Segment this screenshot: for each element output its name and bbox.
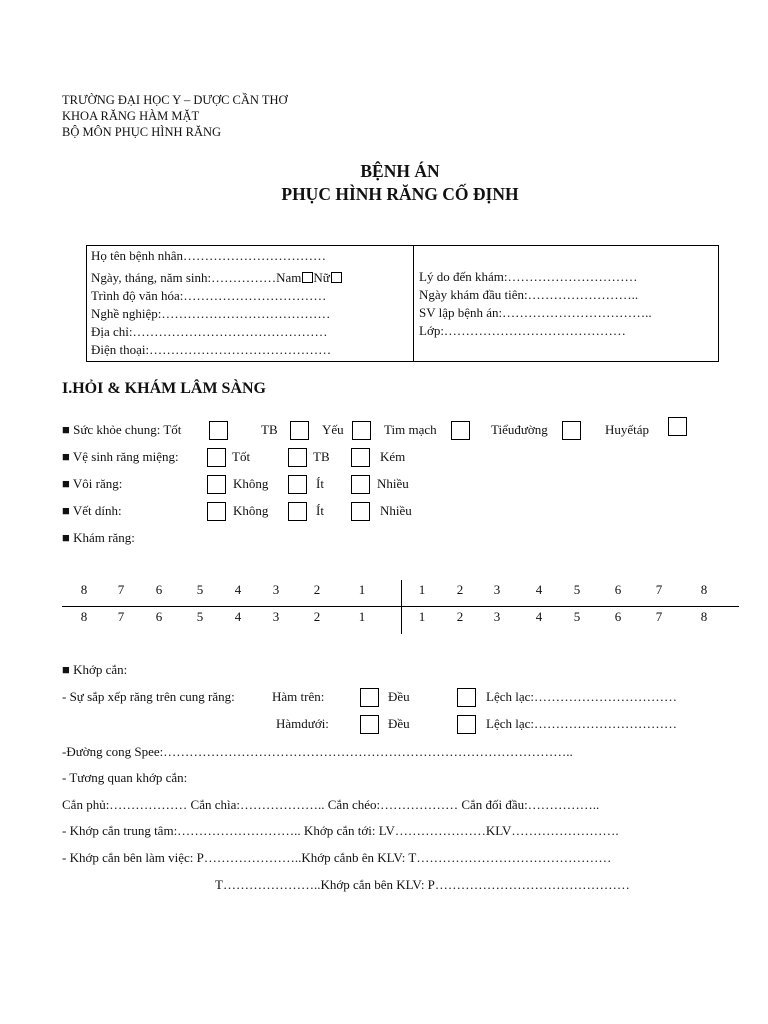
stains-much-label: Nhiều — [380, 503, 412, 518]
lower-jaw-label: Hàmdưới: — [276, 716, 329, 731]
tooth-lower-right-1[interactable]: 1 — [418, 609, 426, 624]
patient-name-field[interactable]: Họ tên bệnh nhân…………………………… — [91, 248, 327, 263]
document-subtitle: PHỤC HÌNH RĂNG CỐ ĐỊNH — [281, 184, 519, 204]
blood-pressure-label: Huyếtáp — [605, 422, 650, 437]
tooth-upper-left-3[interactable]: 3 — [272, 582, 280, 597]
hygiene-poor-label: Kém — [380, 449, 406, 464]
teeth-exam-label: ■ Khám răng: — [62, 530, 135, 545]
occlusion-label: ■ Khớp cắn: — [62, 662, 128, 677]
phone-field[interactable]: Điện thoại:…………………………………… — [91, 342, 332, 357]
occlusion-relation-label: - Tương quan khớp cắn: — [62, 770, 188, 785]
tooth-lower-right-5[interactable]: 5 — [573, 609, 581, 624]
tooth-upper-right-2[interactable]: 2 — [456, 582, 464, 597]
tooth-upper-left-4[interactable]: 4 — [234, 582, 242, 597]
tartar-little-checkbox[interactable] — [288, 475, 307, 494]
tooth-lower-right-6[interactable]: 6 — [614, 609, 622, 624]
tooth-upper-left-7[interactable]: 7 — [117, 582, 125, 597]
first-visit-field[interactable]: Ngày khám đầu tiên:…………………….. — [419, 287, 639, 302]
tartar-little-label: Ít — [316, 476, 324, 491]
dob-label: Ngày, tháng, năm sinh:……………Nam — [91, 270, 302, 285]
health-weak-label: Yếu — [322, 422, 344, 437]
tooth-lower-left-1[interactable]: 1 — [358, 609, 366, 624]
hygiene-good-checkbox[interactable] — [207, 448, 226, 467]
male-checkbox[interactable] — [302, 272, 313, 283]
job-field[interactable]: Nghề nghiệp:………………………………… — [91, 306, 331, 321]
tartar-none-label: Không — [233, 476, 269, 491]
upper-crowded-field[interactable]: Lệch lạc:…………………………… — [486, 689, 677, 704]
health-weak-checkbox[interactable] — [352, 421, 371, 440]
centric-occlusion-field[interactable]: - Khớp cắn trung tâm:……………………….. Khớp cắn tới: LV…………………KLV……………………. — [62, 823, 619, 838]
female-checkbox[interactable] — [331, 272, 342, 283]
arrangement-label: - Sự sắp xếp răng trên cung răng: — [62, 689, 235, 704]
upper-even-label: Đều — [388, 689, 410, 704]
tooth-lower-right-8[interactable]: 8 — [700, 609, 708, 624]
dob-field[interactable] — [91, 271, 342, 284]
tooth-lower-left-7[interactable]: 7 — [117, 609, 125, 624]
general-health-label: ■ Sức khỏe chung: Tốt — [62, 422, 182, 437]
lower-even-label: Đều — [388, 716, 410, 731]
tooth-upper-right-8[interactable]: 8 — [700, 582, 708, 597]
faculty-name: KHOA RĂNG HÀM MẶT — [62, 109, 200, 123]
tooth-lower-right-4[interactable]: 4 — [535, 609, 543, 624]
class-field[interactable]: Lớp:…………………………………… — [419, 323, 626, 338]
tooth-lower-right-2[interactable]: 2 — [456, 609, 464, 624]
tartar-much-label: Nhiều — [377, 476, 409, 491]
tooth-lower-left-3[interactable]: 3 — [272, 609, 280, 624]
tooth-upper-right-4[interactable]: 4 — [535, 582, 543, 597]
tooth-lower-right-3[interactable]: 3 — [493, 609, 501, 624]
info-divider — [413, 246, 414, 361]
section-title: I.HỎI & KHÁM LÂM SÀNG — [62, 380, 266, 397]
tooth-lower-left-4[interactable]: 4 — [234, 609, 242, 624]
lower-crowded-field[interactable]: Lệch lạc:…………………………… — [486, 716, 677, 731]
education-field[interactable]: Trình độ văn hóa:…………………………… — [91, 288, 327, 303]
tooth-lower-left-6[interactable]: 6 — [155, 609, 163, 624]
health-tb-checkbox[interactable] — [290, 421, 309, 440]
hygiene-good-label: Tốt — [232, 449, 251, 464]
lower-even-checkbox[interactable] — [360, 715, 379, 734]
diabetes-checkbox[interactable] — [562, 421, 581, 440]
upper-crowded-checkbox[interactable] — [457, 688, 476, 707]
lower-crowded-checkbox[interactable] — [457, 715, 476, 734]
tooth-upper-left-2[interactable]: 2 — [313, 582, 321, 597]
tooth-upper-left-5[interactable]: 5 — [196, 582, 204, 597]
tooth-upper-right-1[interactable]: 1 — [418, 582, 426, 597]
stains-much-checkbox[interactable] — [351, 502, 370, 521]
tartar-none-checkbox[interactable] — [207, 475, 226, 494]
oral-hygiene-label: ■ Vệ sinh răng miệng: — [62, 449, 179, 464]
stains-little-checkbox[interactable] — [288, 502, 307, 521]
tooth-lower-left-2[interactable]: 2 — [313, 609, 321, 624]
visit-reason-field[interactable]: Lý do đến khám:………………………… — [419, 269, 638, 284]
health-good-checkbox[interactable] — [209, 421, 228, 440]
tartar-label: ■ Vôi răng: — [62, 476, 123, 491]
school-name: TRƯỜNG ĐẠI HỌC Y – DƯỢC CẦN THƠ — [62, 93, 288, 107]
teeth-chart-vertical-line — [401, 580, 402, 634]
stains-none-checkbox[interactable] — [207, 502, 226, 521]
stains-little-label: Ít — [316, 503, 324, 518]
stains-none-label: Không — [233, 503, 269, 518]
cardio-label: Tim mạch — [384, 422, 437, 437]
student-field[interactable]: SV lập bệnh án:…………………………….. — [419, 305, 652, 320]
tooth-upper-right-7[interactable]: 7 — [655, 582, 663, 597]
blood-pressure-checkbox[interactable] — [668, 417, 687, 436]
hygiene-tb-label: TB — [313, 449, 330, 464]
diabetes-label: Tiểuđường — [491, 422, 548, 437]
spee-curve-field[interactable]: -Đường cong Spee:………………………………………………………………………………….. — [62, 744, 573, 759]
working-side-field[interactable]: - Khớp cắn bên làm việc: P…………………..Khớp cắnb ên KLV: T……………………………………… — [62, 850, 612, 865]
upper-jaw-label: Hàm trên: — [272, 689, 325, 704]
female-label: Nữ — [313, 270, 330, 285]
tooth-upper-right-5[interactable]: 5 — [573, 582, 581, 597]
tooth-lower-left-5[interactable]: 5 — [196, 609, 204, 624]
tooth-upper-right-6[interactable]: 6 — [614, 582, 622, 597]
tooth-upper-left-6[interactable]: 6 — [155, 582, 163, 597]
working-side-field-2[interactable]: T…………………..Khớp cắn bên KLV: P……………………………………… — [215, 877, 630, 892]
document-title: BỆNH ÁN — [360, 161, 440, 181]
hygiene-poor-checkbox[interactable] — [351, 448, 370, 467]
cardio-checkbox[interactable] — [451, 421, 470, 440]
tooth-upper-right-3[interactable]: 3 — [493, 582, 501, 597]
hygiene-tb-checkbox[interactable] — [288, 448, 307, 467]
health-tb-label: TB — [261, 422, 278, 437]
address-field[interactable]: Địa chỉ:……………………………………… — [91, 324, 328, 339]
department-name: BỘ MÔN PHỤC HÌNH RĂNG — [62, 125, 222, 139]
tooth-lower-left-8[interactable]: 8 — [80, 609, 88, 624]
tartar-much-checkbox[interactable] — [351, 475, 370, 494]
relation-fields[interactable]: Cắn phủ:……………… Cắn chìa:……………….. Cắn chéo:……………… Cắn đối đầu:…………….. — [62, 797, 600, 812]
stains-label: ■ Vết dính: — [62, 503, 122, 518]
upper-even-checkbox[interactable] — [360, 688, 379, 707]
tooth-upper-left-8[interactable]: 8 — [80, 582, 88, 597]
tooth-upper-left-1[interactable]: 1 — [358, 582, 366, 597]
tooth-lower-right-7[interactable]: 7 — [655, 609, 663, 624]
